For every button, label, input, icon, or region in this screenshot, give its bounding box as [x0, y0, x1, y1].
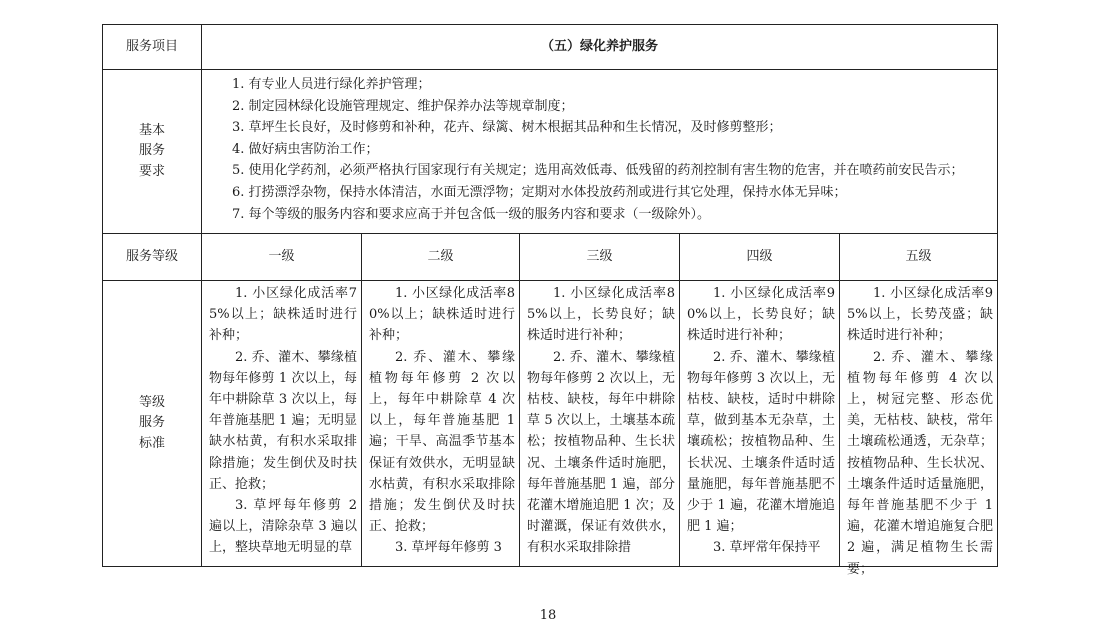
- standard-paragraph: 2. 乔、灌木、攀缘植物每年修剪 2 次以上，无枯枝、缺枝，每年中耕除草 5 次以上，土壤基本疏松；按植物品种、生长状况、土壤条件适时施肥，每年普施基肥 1 遍，部分花灌木增施追肥 1 次；及时灌溉，保证有效供水，有积水采取排除措: [527, 349, 675, 556]
- basic-requirements-row: [103, 70, 998, 234]
- label-line: 服务: [138, 415, 165, 431]
- standard-paragraph: 1. 小区绿化成活率75%以上；缺株适时进行补种；: [209, 286, 357, 344]
- requirement-item: 1. 有专业人员进行绿化养护管理；: [232, 77, 431, 92]
- basic-requirements-label: [103, 70, 202, 234]
- standard-paragraph: 1. 小区绿化成活率95%以上，长势茂盛；缺株适时进行补种；: [847, 286, 994, 344]
- label-line: 服务: [138, 143, 165, 159]
- label-line: 等级: [138, 394, 165, 410]
- standard-paragraph: 1. 小区绿化成活率80%以上；缺株适时进行补种；: [369, 286, 515, 344]
- level-standards-row: [103, 281, 998, 567]
- section-title: （五）绿化养护服务: [202, 25, 998, 70]
- requirement-item: 7. 每个等级的服务内容和要求应高于并包含低一级的服务内容和要求（一级除外）。: [232, 206, 711, 222]
- requirement-item: 5. 使用化学药剂，必须严格执行国家现行有关规定；选用高效低毒、低残留的药剂控制有害生物的危害，并在喷药前安民告示；: [232, 163, 964, 179]
- standard-paragraph: 3. 草坪每年修剪 2 遍以上，清除杂草 3 遍以上，整块草地无明显的草: [209, 498, 357, 556]
- label-line: 要求: [138, 163, 165, 179]
- service-level-row: [103, 234, 998, 281]
- green-maintenance-table: [102, 24, 998, 577]
- level-5-header: 五级: [840, 234, 998, 281]
- standard-paragraph: 1. 小区绿化成活率90%以上，长势良好；缺株适时进行补种；: [687, 286, 835, 344]
- level-5-standard: [840, 281, 998, 577]
- service-level-label: 服务等级: [103, 234, 202, 281]
- level-4-header: 四级: [680, 234, 840, 281]
- level-1-standard: [202, 281, 362, 567]
- service-item-label: 服务项目: [103, 25, 202, 70]
- basic-requirements-list: [202, 70, 998, 234]
- page-number: 18: [539, 608, 557, 623]
- level-2-header: 二级: [362, 234, 520, 281]
- label-line: 基本: [138, 122, 165, 138]
- level-3-header: 三级: [520, 234, 680, 281]
- table-header-row: [103, 25, 998, 70]
- requirement-item: 2. 制定园林绿化设施管理规定、维护保养办法等规章制度；: [232, 98, 574, 114]
- standard-paragraph: 2. 乔、灌木、攀缘植物每年修剪 2 次以上，每年中耕除草 4 次以上，每年普施基肥 1 遍；干旱、高温季节基本保证有效供水，无明显缺水枯黄，有积水采取排除措施；发生倒伏及时扶正、抢救；: [369, 349, 515, 535]
- requirement-item: 4. 做好病虫害防治工作；: [232, 141, 379, 157]
- level-1-header: 一级: [202, 234, 362, 281]
- requirement-item: 3. 草坪生长良好，及时修剪和补种，花卉、绿篱、树木根据其品种和生长情况，及时修剪整形；: [232, 120, 782, 136]
- standard-paragraph: 2. 乔、灌木、攀缘植物每年修剪 1 次以上，每年中耕除草 3 次以上，每年普施基肥 1 遍；无明显缺水枯黄，有积水采取排除措施；发生倒伏及时扶正、抢救；: [209, 349, 357, 492]
- level-4-standard: [680, 281, 840, 567]
- level-3-standard: [520, 281, 680, 567]
- standard-paragraph: 3. 草坪每年修剪 3: [395, 540, 502, 556]
- requirement-item: 6. 打捞漂浮杂物，保持水体清洁，水面无漂浮物；定期对水体投放药剂或进行其它处理，保持水体无异味；: [232, 184, 847, 200]
- level-2-standard: [362, 281, 520, 567]
- standard-paragraph: 1. 小区绿化成活率85%以上，长势良好；缺株适时进行补种；: [527, 286, 675, 344]
- standard-paragraph: 2. 乔、灌木、攀缘植物每年修剪 3 次以上，无枯枝、缺枝，适时中耕除草，做到基本无杂草，土壤疏松；按植物品种、生长状况、土壤条件适时适量施肥，每年普施基肥不少于 1 遍，花灌木增施追肥 1 遍；: [687, 349, 835, 535]
- level-standards-label: [103, 281, 202, 567]
- label-line: 标准: [138, 435, 165, 451]
- standard-paragraph: 3. 草坪常年保持平: [713, 540, 821, 556]
- standard-paragraph: 2. 乔、灌木、攀缘植物每年修剪 4 次以上，树冠完整、形态优美，无枯枝、缺枝，常年土壤疏松通透，无杂草；按植物品种、生长状况、土壤条件适时适量施肥，每年普施基肥不少于 1 遍，花灌木增追施复合肥 2 遍，满足植物生长需要；: [847, 349, 994, 577]
